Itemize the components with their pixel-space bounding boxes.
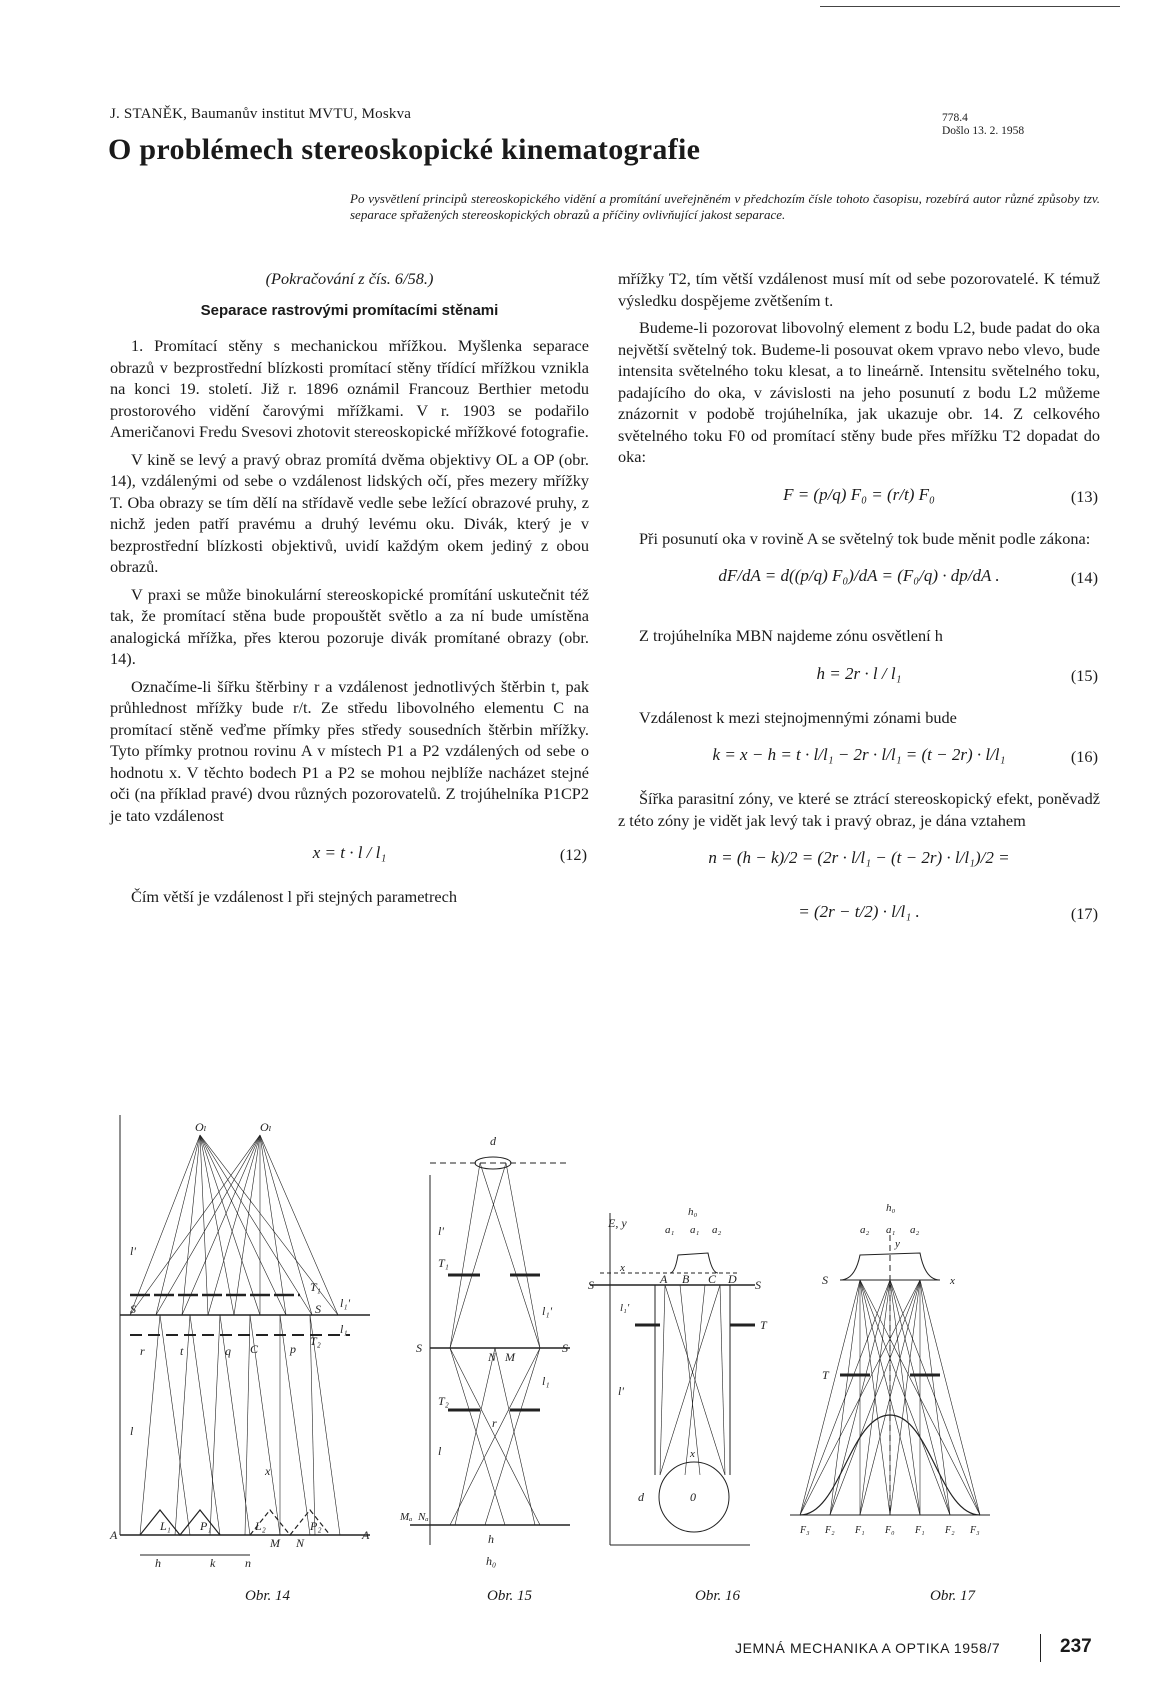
fig-label: a₂ (860, 1224, 870, 1236)
paragraph: Označíme-li šířku štěrbiny r a vzdálenost jednotlivých štěrbin t, pak průhlednost mřížky bude r/t. Ze středu libovolného elementu C na promítací stěně veďme přímky přes středy sousedních štěrbin mřížky. Tyto přímky protnou rovinu A v místech P1 a P2 vzdálených od sebe o hodnotu x. V těchto bodech P1 a P2 se mohou nejblíže nacházet stejné oči (na příklad pravé) dvou různých pozorovatelů. Z trojúhelníka P1CP2 je tato vzdálenost (110, 676, 589, 825)
light-ray (720, 1285, 725, 1475)
fig-label: A (660, 1272, 668, 1286)
fig-label: Mₐ (400, 1511, 413, 1523)
fig-label: y (895, 1238, 900, 1250)
fig-label: h₀ (688, 1206, 698, 1218)
paragraph: V kině se levý a pravý obraz promítá dvěma objektivy OL a OP (obr. 14), vzdálenými od sebe o vzdálenost lidských očí, přes mezery mřížky T. Oba obrazy se tím dělí na střídavě vedle sebe ležící obrazové pruhy, z nichž jeden patří pravému a druhý levému oku. Divák, který je v bezprostřední blízkosti objektivů, uvidí každým okem jediný z obou obrazů. (110, 449, 589, 576)
fig-label: C (708, 1272, 717, 1286)
equation-formula: k = x − h = t · l/l₁ − 2r · l/l₁ = (t − 2r) · l/l₁ (712, 745, 1006, 764)
light-ray (455, 1348, 495, 1525)
fig-label: M (505, 1350, 515, 1364)
figure-16-diagram (588, 1206, 768, 1545)
fig-label: T₂ (310, 1334, 321, 1348)
fig-label: S (416, 1341, 422, 1355)
fig-label: l₁ (340, 1322, 348, 1336)
equation-formula: n = (h − k)/2 = (2r · l/l₁ − (t − 2r) · l/l₁)/2 = (708, 848, 1010, 867)
fig-label: l' (438, 1224, 444, 1238)
page-number: 237 (1060, 1636, 1092, 1657)
paragraph: 1. Promítací stěny s mechanickou mřížkou. Myšlenka separace obrazů v bezprostřední blízkosti promítací stěny třídící mřížkou vznikla na konci 19. století. Již r. 1896 oznámil Francouz Berthier metodu prostorového vidění čarovými mřížkami. V r. 1903 se podařilo Američanovi Fredu Svesovi zhotovit stereoskopické mřížkové fotografie. (110, 336, 589, 441)
right-column (618, 268, 1100, 945)
footer-divider (1040, 1634, 1041, 1662)
fig-label: L₁ (160, 1519, 171, 1533)
fig-label: l' (618, 1384, 624, 1398)
equation-number: (15) (1070, 665, 1098, 685)
fig-label: F₃ (800, 1525, 810, 1536)
fig-label: l₁' (340, 1296, 351, 1310)
figures-panel (100, 1115, 1110, 1595)
figure-caption-16: Obr. 16 (695, 1588, 741, 1604)
fig-label: p (290, 1342, 296, 1356)
fig-label: T₂ (438, 1394, 449, 1408)
fig-label: a₁ (886, 1224, 896, 1236)
fig-label: l (130, 1424, 134, 1438)
ray-group (800, 1280, 980, 1515)
equation-formula: dF/dA = d((p/q) F₀)/dA = (F₀/q) · dp/dA . (718, 566, 1000, 585)
fig-label: F₀ (885, 1525, 895, 1536)
fig-label: E, y (608, 1216, 627, 1230)
light-ray (450, 1163, 506, 1348)
fig-label: d (638, 1490, 644, 1504)
ray-group (660, 1285, 725, 1475)
fig-label: Nₐ (418, 1511, 429, 1523)
fig-label: S (130, 1302, 136, 1316)
fig-label: x (265, 1464, 271, 1478)
fig-label: P₁ (200, 1519, 212, 1533)
paragraph: Šířka parasitní zóny, ve které se ztrácí stereoskopický efekt, poněvadž z této zóny je vidět jak levý tak i pravý obraz, je dána vztahem (618, 789, 1100, 830)
light-ray (920, 1280, 980, 1515)
paragraph: Budeme-li pozorovat libovolný element z bodu L2, bude padat do oka největší světelný tok. Budeme-li posouvat okem vpravo nebo vlevo, bude intensita světelného toku klesat, a to lineárně. Intensitu světelného toku, padajícího do oka, v závislosti na jeho posunutí z bodu L2 můžeme znázornit v podobě trojúhelníka, jak ukazuje obr. 14. Z celkového světelného toku F0 od promítací stěny bude přes mřížku T2 dopadat do oka: (618, 318, 1100, 466)
fig-label: S (755, 1278, 761, 1292)
equation-17a (618, 837, 1100, 881)
article-meta (942, 112, 1024, 138)
light-ray (208, 1135, 260, 1315)
fig-label: S (562, 1341, 568, 1355)
abstract: Po vysvětlení principů stereoskopického vidění a promítání uveřejněném v předchozím čísle tohoto časopisu, rozebírá autor různé způsoby tzv. separace spřažených stereoskopických obrazů a příčiny ovlivňující jakost separace. (350, 191, 1100, 222)
figure-caption-15: Obr. 15 (487, 1588, 533, 1604)
light-ray (685, 1285, 705, 1475)
fig-label: S (315, 1302, 321, 1316)
light-ray (190, 1315, 220, 1535)
fig-label: r (140, 1344, 145, 1358)
light-ray (210, 1315, 220, 1535)
fig-label: l' (130, 1244, 136, 1258)
light-ray (660, 1285, 665, 1475)
light-ray (495, 1348, 535, 1525)
equation-formula: h = 2r · l / l₁ (816, 663, 902, 683)
light-ray (480, 1163, 540, 1348)
top-rule (820, 6, 1120, 7)
fig-label: M (270, 1536, 280, 1550)
fig-label: h (488, 1532, 494, 1546)
equation-15 (618, 653, 1100, 697)
light-ray (260, 1135, 338, 1315)
fig-label: T (760, 1318, 767, 1332)
fig-label: F₁ (915, 1525, 925, 1536)
fig-label: l₁' (542, 1304, 553, 1318)
fig-label: a₂ (910, 1224, 920, 1236)
light-ray (830, 1280, 920, 1515)
figure-17-diagram (790, 1202, 990, 1536)
equation-number: (17) (1070, 904, 1098, 923)
figure-caption-17: Obr. 17 (930, 1588, 976, 1604)
equation-formula: F = (p/q) F₀ = (r/t) F₀ (783, 484, 935, 504)
fig-label: l (438, 1444, 442, 1458)
fig-label: Oₗ (260, 1120, 272, 1134)
fig-label: F₁ (855, 1525, 865, 1536)
fig-label: L₂ (255, 1519, 266, 1533)
light-ray (130, 1135, 200, 1315)
light-ray (800, 1280, 890, 1515)
fig-label: F₂ (945, 1525, 955, 1536)
fig-label: N (296, 1536, 305, 1550)
paragraph: Čím větší je vzdálenost l při stejných parametrech (131, 887, 457, 906)
equation-16 (618, 734, 1100, 778)
fig-label: S (588, 1278, 594, 1292)
equation-17b (618, 891, 1100, 935)
light-ray (485, 1348, 540, 1525)
fig-label: n (245, 1556, 251, 1570)
fig-label: d (490, 1134, 496, 1148)
author-line: J. STANĚK, Baumanův institut MVTU, Moskva (110, 106, 412, 122)
light-ray (506, 1163, 540, 1348)
fig-label: k (210, 1556, 216, 1570)
journal-footer: JEMNÁ MECHANIKA A OPTIKA 1958/7 (735, 1640, 1001, 1656)
light-ray (920, 1280, 950, 1515)
fig-label: h₀ (486, 1554, 497, 1568)
equation-number: (12) (559, 845, 587, 864)
fig-label: r (492, 1416, 497, 1430)
light-ray (680, 1285, 700, 1475)
light-ray (260, 1135, 312, 1315)
classification-code: 778.4 (942, 112, 968, 124)
light-ray (160, 1315, 190, 1535)
fig-label: h (155, 1556, 161, 1570)
fig-label: Oₗ (195, 1120, 207, 1134)
fig-label: a₁ (690, 1224, 700, 1236)
equation-number: (13) (1070, 486, 1098, 506)
light-ray (450, 1348, 505, 1525)
fig-label: t (180, 1344, 184, 1358)
fig-label: A (110, 1528, 118, 1542)
fig-label: l₁' (620, 1302, 630, 1314)
intensity-profile (670, 1253, 718, 1273)
paragraph: Z trojúhelníka MBN najdeme zónu osvětlení h (639, 626, 943, 645)
fig-label: D (728, 1272, 737, 1286)
fig-label: T₁ (438, 1256, 449, 1270)
paragraph: mřížky T2, tím větší vzdálenost musí mít od sebe pozorovatelé. K témuž výsledku dospějeme zvětšením t. (618, 269, 1100, 310)
equation-formula: x = t · l / l₁ (312, 843, 387, 862)
received-date: Došlo 13. 2. 1958 (942, 125, 1025, 137)
fig-label: F₃ (970, 1525, 980, 1536)
equation-formula: = (2r − t/2) · l/l₁ . (798, 902, 920, 921)
equation-12 (110, 832, 589, 876)
paragraph: V praxi se může binokulární stereoskopické promítání uskutečnit též tak, že promítací stěna bude propouštět světlo a za ní bude umístěna analogická mřížka, přes kterou pozoruje divák promítané obrazy (obr. 14). (110, 584, 589, 668)
figure-14-diagram (109, 1115, 370, 1570)
ray-group (130, 1135, 340, 1535)
equation-14 (618, 555, 1100, 615)
fig-label: x (690, 1448, 695, 1460)
fig-label: A (362, 1528, 370, 1542)
light-ray (200, 1135, 208, 1315)
equation-number: (14) (1070, 568, 1098, 587)
fig-label: x (950, 1275, 955, 1287)
fig-label: T (822, 1368, 829, 1382)
light-ray (450, 1163, 480, 1348)
figure-caption-14: Obr. 14 (245, 1588, 291, 1604)
light-ray (182, 1135, 200, 1315)
light-ray (130, 1135, 260, 1315)
equation-13 (618, 474, 1100, 518)
light-ray (156, 1135, 260, 1315)
article-title: O problémech stereoskopické kinematografie (108, 133, 701, 166)
fig-label: N (488, 1350, 497, 1364)
paragraph: Vzdálenost k mezi stejnojmennými zónami bude (639, 707, 957, 727)
fig-label: l₁ (542, 1374, 550, 1388)
fig-label: F₂ (825, 1525, 835, 1536)
left-column (110, 268, 589, 914)
fig-label: B (682, 1272, 690, 1286)
fig-label: P₂ (310, 1519, 322, 1533)
fig-label: a₁ (665, 1224, 675, 1236)
continuation-note: (Pokračování z čís. 6/58.) (265, 269, 434, 288)
paragraph: Při posunutí oka v rovině A se světelný tok bude měnit podle zákona: (639, 528, 1091, 548)
fig-label: 0 (690, 1490, 696, 1504)
fig-label: a₂ (712, 1224, 722, 1236)
fig-label: q (225, 1344, 231, 1358)
fig-label: T₁ (310, 1280, 321, 1294)
ray-group (450, 1163, 540, 1525)
fig-label: x (620, 1262, 625, 1274)
light-ray (800, 1280, 860, 1515)
section-heading: Separace rastrovými promítacími stěnami (200, 301, 499, 319)
equation-number: (16) (1070, 747, 1098, 766)
fig-label: S (822, 1273, 828, 1287)
light-ray (200, 1135, 260, 1315)
figure-15-diagram (399, 1134, 570, 1568)
fig-label: h₀ (886, 1202, 896, 1214)
fig-label: C (250, 1342, 259, 1356)
